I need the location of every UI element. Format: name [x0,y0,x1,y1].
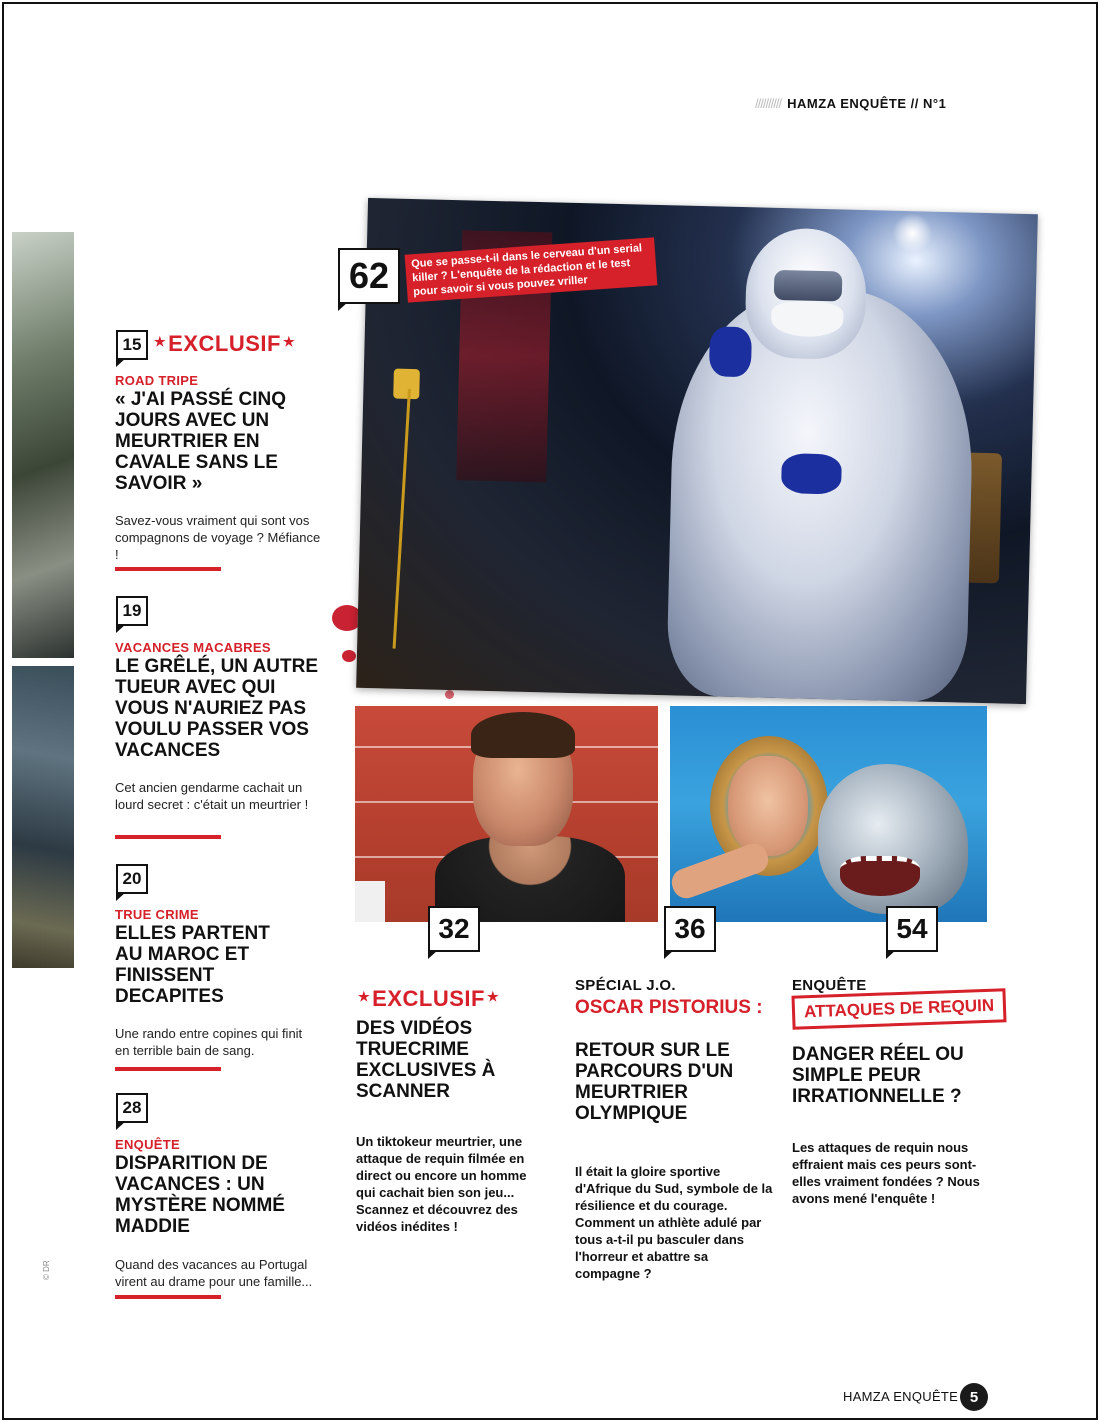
running-header [755,96,946,111]
article-description: Cet ancien gendarme cachait un lourd secret : c'était un meurtrier ! [115,780,309,812]
footer-brand: HAMZA ENQUÊTE [843,1389,959,1404]
page-number-badge-36: 36 [664,906,716,952]
article-kicker: ENQUÊTE [792,977,867,994]
article-description: Une rando entre copines qui finit en terrible bain de sang. [115,1026,303,1058]
exclusif-tag: ★EXCLUSIF ★ [154,331,296,356]
article-description: Les attaques de requin nous effraient mais ces peurs sont-elles vraiment fondées ? Nous avons mené l'enquête ! [792,1140,980,1206]
photo-credit: © DR [42,1260,51,1280]
divider-rule [115,1295,221,1299]
header-hatch: ////////// [755,96,782,111]
article-kicker: SPÉCIAL J.O. [575,977,676,994]
side-photo-top [12,232,74,658]
article-kicker: VACANCES MACABRES [115,640,271,655]
article-description: Quand des vacances au Portugal virent au drame pour une famille... [115,1257,313,1289]
page-number-badge-19: 19 [116,596,148,626]
header-publication: HAMZA ENQUÊTE // N°1 [787,96,947,111]
side-photo-bottom [12,666,74,968]
divider-rule [115,1067,221,1071]
topic-box: ATTAQUES DE REQUIN [791,988,1006,1029]
article-kicker: ROAD TRIPE [115,373,199,388]
article-headline: DES VIDÉOS TRUECRIME EXCLUSIVES À SCANNER [356,1018,496,1102]
article-kicker: ENQUÊTE [115,1137,180,1152]
article-description: Il était la gloire sportive d'Afrique du Sud, symbole de la résilience et du courage. Comment un athlète adulé par tous a-t-il pu basculer dans l'horreur et abattre sa compagne ? [575,1164,773,1281]
article-headline: DANGER RÉEL OU SIMPLE PEUR IRRATIONNELLE ? [792,1044,964,1107]
exclusif-tag: ★EXCLUSIF ★ [358,986,500,1011]
page-number-badge-20: 20 [116,864,148,894]
article-description: Savez-vous vraiment qui sont vos compagnons de voyage ? Méfiance ! [115,513,321,562]
divider-rule [115,567,221,571]
article-headline: « J'AI PASSÉ CINQ JOURS AVEC UN MEURTRIER EN CAVALE SANS LE SAVOIR » [115,389,286,494]
article-headline: LE GRÊLÉ, UN AUTRE TUEUR AVEC QUI VOUS N'AURIEZ PAS VOULU PASSER VOS VACANCES [115,656,319,761]
blood-splatter [342,650,356,662]
feature-caption: Que se passe-t-il dans le cerveau d'un serial killer ? L'enquête de la rédaction et le test pour savoir si vous pouvez vriller [405,237,658,302]
article-headline: RETOUR SUR LE PARCOURS D'UN MEURTRIER OLYMPIQUE [575,1040,734,1124]
article-headline: DISPARITION DE VACANCES : UN MYSTÈRE NOMMÉ MADDIE [115,1153,285,1237]
page-number-badge-62: 62 [338,248,400,304]
page-number: 5 [960,1383,988,1411]
shark-diver-photo [670,706,987,922]
article-headline: ELLES PARTENT AU MAROC ET FINISSENT DECAPITES [115,923,270,1007]
athlete-photo [355,706,658,922]
divider-rule [115,835,221,839]
article-kicker: TRUE CRIME [115,907,199,922]
page-number-badge-15: 15 [116,330,148,360]
page-number-badge-32: 32 [428,906,480,952]
blood-splatter [445,690,454,699]
page-number-badge-28: 28 [116,1093,148,1123]
page-number-badge-54: 54 [886,906,938,952]
article-description: Un tiktokeur meurtrier, une attaque de requin filmée en direct ou encore un homme qui cachait bien son jeu... Scannez et découvrez des vidéos inédites ! [356,1134,527,1234]
article-highlight: OSCAR PISTORIUS : [575,997,763,1018]
